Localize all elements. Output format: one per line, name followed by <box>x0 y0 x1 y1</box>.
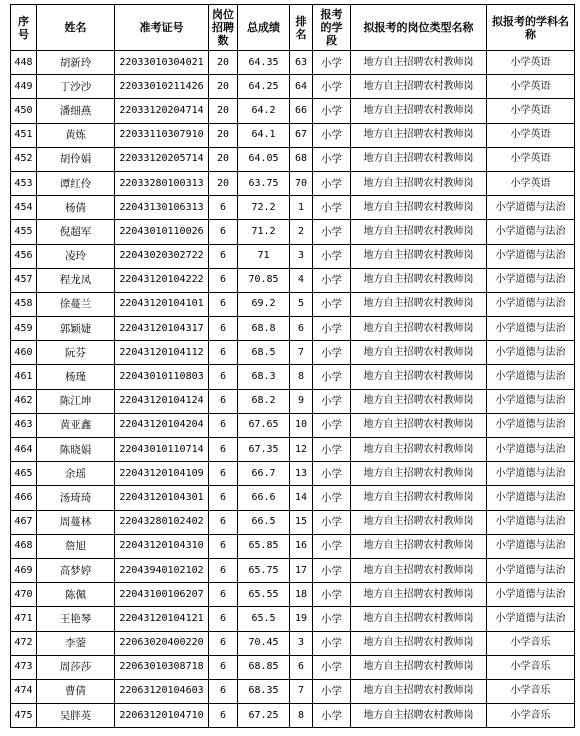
cell-quota: 6 <box>209 534 238 558</box>
cell-score: 72.2 <box>238 196 290 220</box>
cell-post-type: 地方自主招聘农村教师岗 <box>351 99 487 123</box>
cell-subject: 小学道德与法治 <box>487 196 575 220</box>
table-header-row <box>11 5 575 51</box>
cell-rank: 70 <box>290 171 313 195</box>
cell-name: 高梦婷 <box>37 558 115 582</box>
cell-quota: 20 <box>209 147 238 171</box>
cell-post-type: 地方自主招聘农村教师岗 <box>351 679 487 703</box>
cell-stage: 小学 <box>313 631 351 655</box>
cell-seq: 448 <box>11 51 37 75</box>
cell-quota: 6 <box>209 655 238 679</box>
cell-stage: 小学 <box>313 510 351 534</box>
cell-quota: 20 <box>209 171 238 195</box>
table-row <box>11 75 575 99</box>
cell-post-type: 地方自主招聘农村教师岗 <box>351 631 487 655</box>
cell-name: 凌玲 <box>37 244 115 268</box>
cell-subject: 小学道德与法治 <box>487 292 575 316</box>
cell-seq: 456 <box>11 244 37 268</box>
cell-stage: 小学 <box>313 655 351 679</box>
cell-quota: 6 <box>209 389 238 413</box>
cell-exam-no: 22043120104101 <box>115 292 209 316</box>
cell-rank: 9 <box>290 389 313 413</box>
cell-post-type: 地方自主招聘农村教师岗 <box>351 365 487 389</box>
cell-exam-no: 22043010110026 <box>115 220 209 244</box>
cell-rank: 67 <box>290 123 313 147</box>
table-row <box>11 607 575 631</box>
cell-quota: 20 <box>209 51 238 75</box>
table-row <box>11 679 575 703</box>
table-row <box>11 51 575 75</box>
table-row <box>11 147 575 171</box>
cell-exam-no: 22043120104121 <box>115 607 209 631</box>
cell-seq: 469 <box>11 558 37 582</box>
cell-seq: 458 <box>11 292 37 316</box>
cell-stage: 小学 <box>313 220 351 244</box>
cell-stage: 小学 <box>313 413 351 437</box>
cell-name: 黄炼 <box>37 123 115 147</box>
cell-subject: 小学道德与法治 <box>487 389 575 413</box>
cell-exam-no: 22033110307910 <box>115 123 209 147</box>
cell-rank: 10 <box>290 413 313 437</box>
cell-score: 67.65 <box>238 413 290 437</box>
cell-seq: 457 <box>11 268 37 292</box>
table-row <box>11 268 575 292</box>
cell-quota: 6 <box>209 413 238 437</box>
cell-stage: 小学 <box>313 196 351 220</box>
cell-exam-no: 22033010211426 <box>115 75 209 99</box>
cell-subject: 小学道德与法治 <box>487 462 575 486</box>
cell-seq: 462 <box>11 389 37 413</box>
cell-score: 64.2 <box>238 99 290 123</box>
cell-score: 67.25 <box>238 704 290 728</box>
cell-subject: 小学道德与法治 <box>487 558 575 582</box>
cell-stage: 小学 <box>313 99 351 123</box>
table-row <box>11 583 575 607</box>
cell-name: 周莎莎 <box>37 655 115 679</box>
cell-post-type: 地方自主招聘农村教师岗 <box>351 583 487 607</box>
cell-score: 66.7 <box>238 462 290 486</box>
cell-rank: 14 <box>290 486 313 510</box>
cell-exam-no: 22043120104317 <box>115 317 209 341</box>
cell-name: 詹旭 <box>37 534 115 558</box>
cell-exam-no: 22033010304021 <box>115 51 209 75</box>
cell-exam-no: 22063120104603 <box>115 679 209 703</box>
cell-subject: 小学道德与法治 <box>487 607 575 631</box>
cell-name: 陈佩 <box>37 583 115 607</box>
cell-stage: 小学 <box>313 607 351 631</box>
cell-post-type: 地方自主招聘农村教师岗 <box>351 244 487 268</box>
header-name: 姓名 <box>37 5 115 51</box>
cell-subject: 小学音乐 <box>487 631 575 655</box>
cell-exam-no: 22043120104301 <box>115 486 209 510</box>
cell-stage: 小学 <box>313 486 351 510</box>
cell-rank: 2 <box>290 220 313 244</box>
cell-exam-no: 22063010308718 <box>115 655 209 679</box>
cell-stage: 小学 <box>313 534 351 558</box>
cell-quota: 6 <box>209 486 238 510</box>
cell-rank: 6 <box>290 655 313 679</box>
cell-score: 64.35 <box>238 51 290 75</box>
cell-subject: 小学英语 <box>487 75 575 99</box>
cell-subject: 小学音乐 <box>487 704 575 728</box>
cell-subject: 小学道德与法治 <box>487 317 575 341</box>
cell-subject: 小学英语 <box>487 147 575 171</box>
cell-post-type: 地方自主招聘农村教师岗 <box>351 51 487 75</box>
cell-score: 65.5 <box>238 607 290 631</box>
cell-name: 陈江坤 <box>37 389 115 413</box>
cell-seq: 459 <box>11 317 37 341</box>
cell-name: 潘细燕 <box>37 99 115 123</box>
cell-score: 65.75 <box>238 558 290 582</box>
cell-stage: 小学 <box>313 171 351 195</box>
cell-quota: 6 <box>209 679 238 703</box>
cell-exam-no: 22043120104124 <box>115 389 209 413</box>
cell-rank: 16 <box>290 534 313 558</box>
cell-stage: 小学 <box>313 438 351 462</box>
cell-quota: 6 <box>209 317 238 341</box>
cell-name: 汤琦琦 <box>37 486 115 510</box>
cell-subject: 小学道德与法治 <box>487 510 575 534</box>
cell-exam-no: 22033280100313 <box>115 171 209 195</box>
cell-score: 68.35 <box>238 679 290 703</box>
table-row <box>11 655 575 679</box>
cell-seq: 472 <box>11 631 37 655</box>
cell-seq: 473 <box>11 655 37 679</box>
cell-exam-no: 22043130106313 <box>115 196 209 220</box>
cell-seq: 463 <box>11 413 37 437</box>
cell-post-type: 地方自主招聘农村教师岗 <box>351 171 487 195</box>
cell-subject: 小学道德与法治 <box>487 220 575 244</box>
cell-quota: 6 <box>209 510 238 534</box>
cell-quota: 6 <box>209 704 238 728</box>
cell-seq: 466 <box>11 486 37 510</box>
cell-post-type: 地方自主招聘农村教师岗 <box>351 438 487 462</box>
cell-subject: 小学英语 <box>487 99 575 123</box>
cell-quota: 20 <box>209 99 238 123</box>
cell-seq: 454 <box>11 196 37 220</box>
cell-post-type: 地方自主招聘农村教师岗 <box>351 704 487 728</box>
cell-name: 黄亚鑫 <box>37 413 115 437</box>
cell-name: 吴胖英 <box>37 704 115 728</box>
cell-subject: 小学道德与法治 <box>487 341 575 365</box>
cell-seq: 475 <box>11 704 37 728</box>
cell-score: 66.5 <box>238 510 290 534</box>
cell-stage: 小学 <box>313 75 351 99</box>
cell-seq: 455 <box>11 220 37 244</box>
cell-name: 李蓥 <box>37 631 115 655</box>
cell-quota: 6 <box>209 438 238 462</box>
cell-exam-no: 22033120205714 <box>115 147 209 171</box>
cell-name: 余瑶 <box>37 462 115 486</box>
cell-seq: 460 <box>11 341 37 365</box>
cell-rank: 4 <box>290 268 313 292</box>
cell-name: 徐蔓兰 <box>37 292 115 316</box>
table-row <box>11 704 575 728</box>
header-seq: 序号 <box>11 5 37 51</box>
cell-exam-no: 22043280102402 <box>115 510 209 534</box>
cell-post-type: 地方自主招聘农村教师岗 <box>351 389 487 413</box>
cell-subject: 小学音乐 <box>487 679 575 703</box>
cell-exam-no: 22043010110714 <box>115 438 209 462</box>
cell-score: 68.8 <box>238 317 290 341</box>
table-row <box>11 341 575 365</box>
cell-seq: 471 <box>11 607 37 631</box>
cell-quota: 6 <box>209 196 238 220</box>
cell-score: 68.3 <box>238 365 290 389</box>
cell-score: 68.2 <box>238 389 290 413</box>
cell-name: 倪超军 <box>37 220 115 244</box>
table-row <box>11 486 575 510</box>
cell-post-type: 地方自主招聘农村教师岗 <box>351 341 487 365</box>
table-row <box>11 462 575 486</box>
cell-exam-no: 22043010110803 <box>115 365 209 389</box>
cell-quota: 6 <box>209 220 238 244</box>
cell-stage: 小学 <box>313 389 351 413</box>
cell-subject: 小学音乐 <box>487 655 575 679</box>
cell-score: 68.85 <box>238 655 290 679</box>
cell-exam-no: 22043120104222 <box>115 268 209 292</box>
cell-stage: 小学 <box>313 341 351 365</box>
header-rank: 排名 <box>290 5 313 51</box>
cell-post-type: 地方自主招聘农村教师岗 <box>351 147 487 171</box>
cell-exam-no: 22063120104710 <box>115 704 209 728</box>
cell-score: 71.2 <box>238 220 290 244</box>
cell-seq: 467 <box>11 510 37 534</box>
cell-score: 67.35 <box>238 438 290 462</box>
cell-subject: 小学道德与法治 <box>487 365 575 389</box>
cell-name: 阮芬 <box>37 341 115 365</box>
cell-quota: 6 <box>209 558 238 582</box>
cell-score: 70.85 <box>238 268 290 292</box>
table-row <box>11 317 575 341</box>
cell-score: 65.55 <box>238 583 290 607</box>
cell-rank: 5 <box>290 292 313 316</box>
cell-score: 66.6 <box>238 486 290 510</box>
cell-exam-no: 22043940102102 <box>115 558 209 582</box>
table-row <box>11 510 575 534</box>
cell-name: 杨瑾 <box>37 365 115 389</box>
cell-subject: 小学道德与法治 <box>487 438 575 462</box>
cell-rank: 18 <box>290 583 313 607</box>
cell-rank: 68 <box>290 147 313 171</box>
cell-subject: 小学英语 <box>487 51 575 75</box>
header-score: 总成绩 <box>238 5 290 51</box>
cell-name: 丁沙沙 <box>37 75 115 99</box>
cell-post-type: 地方自主招聘农村教师岗 <box>351 413 487 437</box>
cell-subject: 小学道德与法治 <box>487 268 575 292</box>
cell-seq: 449 <box>11 75 37 99</box>
cell-rank: 19 <box>290 607 313 631</box>
cell-score: 64.25 <box>238 75 290 99</box>
table-row <box>11 631 575 655</box>
cell-post-type: 地方自主招聘农村教师岗 <box>351 220 487 244</box>
cell-rank: 17 <box>290 558 313 582</box>
cell-seq: 461 <box>11 365 37 389</box>
table-row <box>11 413 575 437</box>
cell-exam-no: 22043100106207 <box>115 583 209 607</box>
cell-quota: 6 <box>209 341 238 365</box>
cell-stage: 小学 <box>313 583 351 607</box>
cell-name: 胡伶娟 <box>37 147 115 171</box>
cell-stage: 小学 <box>313 244 351 268</box>
cell-rank: 3 <box>290 244 313 268</box>
cell-exam-no: 22063020400220 <box>115 631 209 655</box>
cell-quota: 20 <box>209 123 238 147</box>
cell-quota: 6 <box>209 607 238 631</box>
cell-rank: 66 <box>290 99 313 123</box>
cell-name: 郭颖婕 <box>37 317 115 341</box>
cell-subject: 小学道德与法治 <box>487 583 575 607</box>
cell-exam-no: 22043120104310 <box>115 534 209 558</box>
cell-stage: 小学 <box>313 704 351 728</box>
cell-post-type: 地方自主招聘农村教师岗 <box>351 558 487 582</box>
cell-stage: 小学 <box>313 317 351 341</box>
header-exam-no: 准考证号 <box>115 5 209 51</box>
header-post-type: 拟报考的岗位类型名称 <box>351 5 487 51</box>
cell-exam-no: 22043120104109 <box>115 462 209 486</box>
cell-rank: 12 <box>290 438 313 462</box>
cell-rank: 3 <box>290 631 313 655</box>
cell-post-type: 地方自主招聘农村教师岗 <box>351 655 487 679</box>
cell-name: 周蔓林 <box>37 510 115 534</box>
table-row <box>11 534 575 558</box>
cell-quota: 6 <box>209 583 238 607</box>
cell-name: 程龙凤 <box>37 268 115 292</box>
cell-post-type: 地方自主招聘农村教师岗 <box>351 268 487 292</box>
table-row <box>11 438 575 462</box>
cell-stage: 小学 <box>313 268 351 292</box>
cell-post-type: 地方自主招聘农村教师岗 <box>351 317 487 341</box>
cell-seq: 450 <box>11 99 37 123</box>
cell-quota: 6 <box>209 631 238 655</box>
results-table <box>10 4 575 728</box>
cell-seq: 468 <box>11 534 37 558</box>
cell-name: 曹倩 <box>37 679 115 703</box>
table-row <box>11 244 575 268</box>
cell-seq: 465 <box>11 462 37 486</box>
cell-quota: 20 <box>209 75 238 99</box>
cell-subject: 小学英语 <box>487 123 575 147</box>
cell-exam-no: 22043020302722 <box>115 244 209 268</box>
cell-post-type: 地方自主招聘农村教师岗 <box>351 75 487 99</box>
cell-rank: 8 <box>290 365 313 389</box>
table-row <box>11 220 575 244</box>
cell-seq: 451 <box>11 123 37 147</box>
header-subject: 拟报考的学科名称 <box>487 5 575 51</box>
cell-seq: 464 <box>11 438 37 462</box>
table-row <box>11 123 575 147</box>
cell-stage: 小学 <box>313 147 351 171</box>
cell-stage: 小学 <box>313 462 351 486</box>
cell-stage: 小学 <box>313 679 351 703</box>
cell-score: 64.1 <box>238 123 290 147</box>
cell-rank: 13 <box>290 462 313 486</box>
cell-rank: 7 <box>290 341 313 365</box>
cell-quota: 6 <box>209 365 238 389</box>
cell-stage: 小学 <box>313 292 351 316</box>
cell-rank: 15 <box>290 510 313 534</box>
cell-name: 谭红伶 <box>37 171 115 195</box>
cell-rank: 6 <box>290 317 313 341</box>
cell-score: 71 <box>238 244 290 268</box>
cell-stage: 小学 <box>313 365 351 389</box>
cell-post-type: 地方自主招聘农村教师岗 <box>351 607 487 631</box>
cell-score: 69.2 <box>238 292 290 316</box>
header-stage: 报考的学段 <box>313 5 351 51</box>
cell-post-type: 地方自主招聘农村教师岗 <box>351 292 487 316</box>
cell-post-type: 地方自主招聘农村教师岗 <box>351 462 487 486</box>
cell-rank: 64 <box>290 75 313 99</box>
cell-subject: 小学道德与法治 <box>487 413 575 437</box>
cell-seq: 452 <box>11 147 37 171</box>
cell-score: 70.45 <box>238 631 290 655</box>
table-row <box>11 365 575 389</box>
table-row <box>11 292 575 316</box>
cell-stage: 小学 <box>313 51 351 75</box>
cell-quota: 6 <box>209 292 238 316</box>
cell-exam-no: 22043120104112 <box>115 341 209 365</box>
table-row <box>11 389 575 413</box>
cell-rank: 8 <box>290 704 313 728</box>
cell-quota: 6 <box>209 244 238 268</box>
cell-seq: 470 <box>11 583 37 607</box>
cell-name: 胡新玲 <box>37 51 115 75</box>
cell-subject: 小学道德与法治 <box>487 534 575 558</box>
cell-rank: 7 <box>290 679 313 703</box>
cell-post-type: 地方自主招聘农村教师岗 <box>351 510 487 534</box>
cell-score: 64.05 <box>238 147 290 171</box>
cell-subject: 小学英语 <box>487 171 575 195</box>
table-row <box>11 558 575 582</box>
cell-seq: 474 <box>11 679 37 703</box>
cell-post-type: 地方自主招聘农村教师岗 <box>351 196 487 220</box>
table-row <box>11 99 575 123</box>
cell-score: 68.5 <box>238 341 290 365</box>
table-body <box>11 51 575 728</box>
cell-quota: 6 <box>209 462 238 486</box>
cell-stage: 小学 <box>313 558 351 582</box>
cell-name: 陈晓娟 <box>37 438 115 462</box>
cell-seq: 453 <box>11 171 37 195</box>
cell-post-type: 地方自主招聘农村教师岗 <box>351 486 487 510</box>
cell-name: 王艳琴 <box>37 607 115 631</box>
cell-score: 65.85 <box>238 534 290 558</box>
cell-quota: 6 <box>209 268 238 292</box>
cell-exam-no: 22033120204714 <box>115 99 209 123</box>
cell-rank: 1 <box>290 196 313 220</box>
table-row <box>11 171 575 195</box>
header-quota: 岗位招聘数 <box>209 5 238 51</box>
cell-score: 63.75 <box>238 171 290 195</box>
cell-post-type: 地方自主招聘农村教师岗 <box>351 534 487 558</box>
cell-rank: 63 <box>290 51 313 75</box>
cell-name: 杨倩 <box>37 196 115 220</box>
cell-post-type: 地方自主招聘农村教师岗 <box>351 123 487 147</box>
cell-subject: 小学道德与法治 <box>487 244 575 268</box>
cell-subject: 小学道德与法治 <box>487 486 575 510</box>
cell-stage: 小学 <box>313 123 351 147</box>
table-row <box>11 196 575 220</box>
cell-exam-no: 22043120104204 <box>115 413 209 437</box>
